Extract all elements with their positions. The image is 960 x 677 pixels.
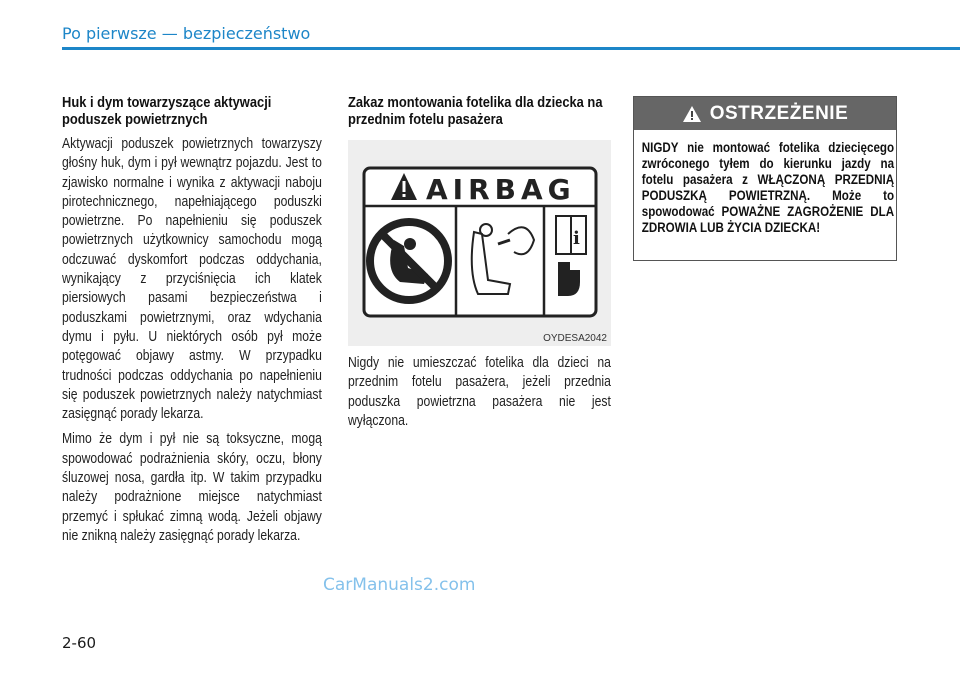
middle-paragraph: Nigdy nie umieszczać fotelika dla dzieci na przednim fotelu pasażera, jeżeli przednia poduszka powietrzna pasażera nie jest wyłączona. — [348, 355, 611, 429]
warning-box — [633, 96, 897, 261]
section-title: Po pierwsze — bezpieczeństwo — [62, 24, 311, 43]
header-rule — [62, 47, 960, 50]
airbag-label-illustration — [348, 140, 611, 346]
left-paragraph-2: Mimo że dym i pył nie są toksyczne, mogą spowodować podrażnienia skóry, oczu, błony śluzowej nosa, gardła itp. W takim przypadku należy podrażnione miejsce natychmiast przemyć i spłukać zimną wodą. Jeżeli objawy nie znikną należy zasięgnąć porady lekarza. — [62, 431, 322, 544]
page-number: 2-60 — [62, 634, 97, 652]
watermark[interactable]: CarManuals2.com — [323, 575, 476, 595]
left-paragraph-1: Aktywacji poduszek powietrznych towarzyszy głośny huk, dym i pył wewnątrz pojazdu. Jest to zjawisko normalne i wynika z aktywacji naboju pirotechnicznego, napełniającego poduszki powietrzne. Po napełnieniu się poduszek powietrznych użytkownicy samochodu mogą odczuwać dyskomfort podczas oddychania, wynikający z przyciśnięcia ich klatek piersiowych pasami bezpieczeństwa i poduszkami powietrznymi, oraz wdychania dymu i pyłu. U niektórych osób pył może potęgować objawy astmy. W przypadku trudności podczas oddychania po napełnieniu się poduszek powietrznych należy natychmiast zasięgnąć porady lekarza. — [62, 136, 322, 423]
left-heading: Huk i dym towarzyszące aktywacji poduszek powietrznych — [62, 94, 272, 128]
left-column — [62, 94, 322, 552]
middle-text — [348, 354, 611, 437]
warning-icon — [682, 105, 702, 123]
figure-code: OYDESA2042 — [543, 333, 607, 344]
middle-column-heading-wrap — [348, 94, 608, 135]
warning-title: OSTRZEŻENIE — [709, 102, 849, 124]
warning-text: NIGDY nie montować fotelika dziecięcego zwróconego tyłem do kierunku jazdy na fotelu pasażera z WŁĄCZONĄ PRZEDNIĄ PODUSZKĄ POWIETRZNĄ. Może to spowodować POWAŻNE ZAGROŻENIE DLA ZDROWIA LUB ŻYCIA DZIECKA! — [641, 140, 895, 235]
middle-heading: Zakaz montowania fotelika dla dziecka na przednim fotelu pasażera — [348, 94, 603, 128]
airbag-figure-label: AIRBAG — [426, 173, 576, 206]
svg-text:i: i — [573, 228, 580, 249]
warning-header — [634, 97, 896, 130]
airbag-label-figure — [348, 140, 611, 346]
